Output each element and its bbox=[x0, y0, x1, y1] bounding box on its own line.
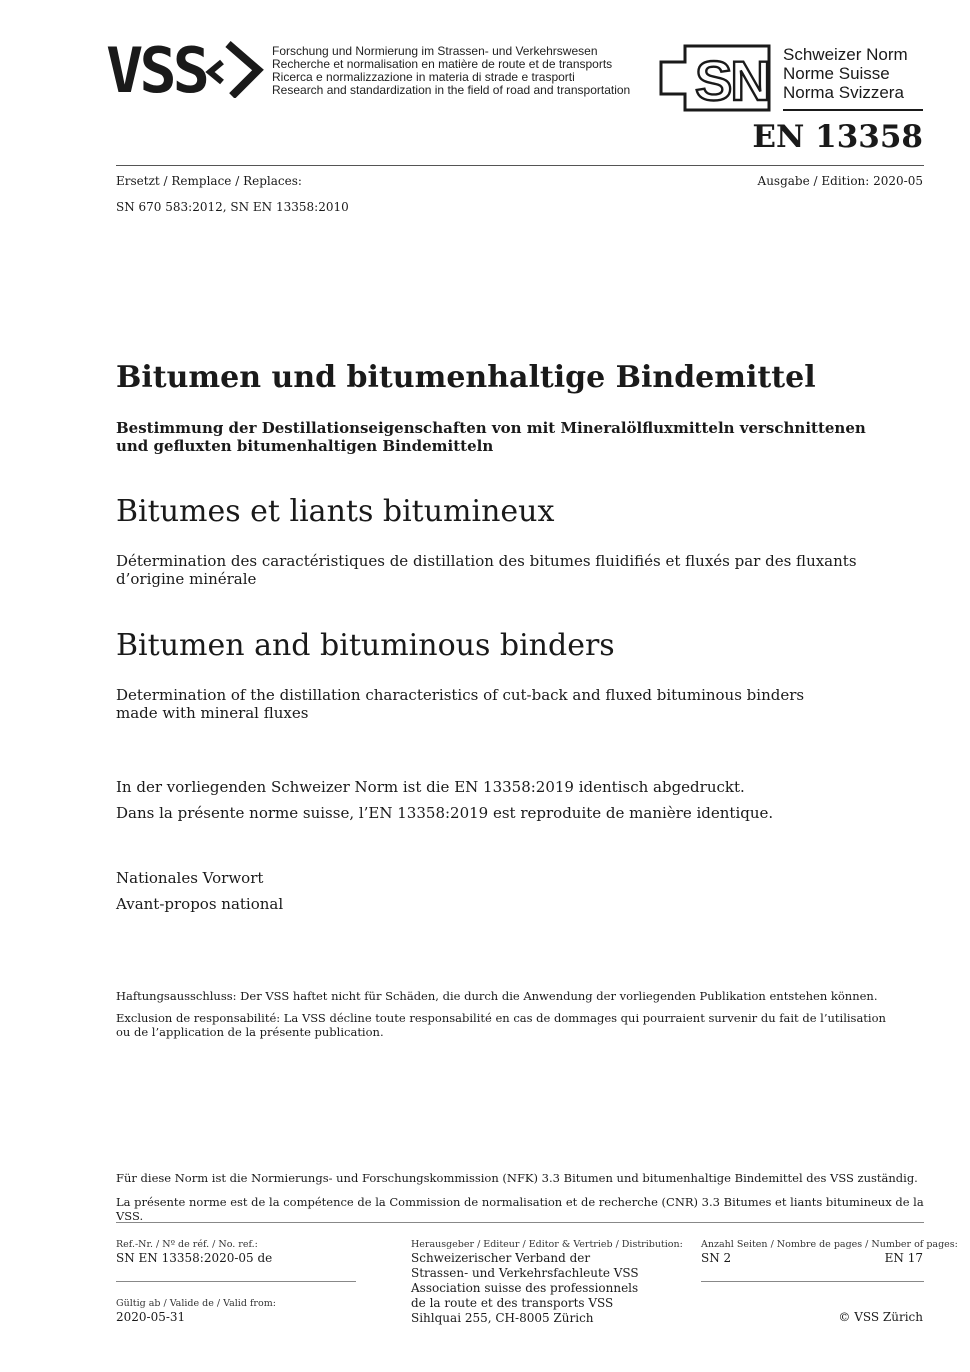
footer-right-rule bbox=[701, 1281, 924, 1282]
publisher-line-5: Sihlquai 255, CH-8005 Zürich bbox=[411, 1311, 594, 1325]
statement-fr: Dans la présente norme suisse, l’EN 13358:2019 est reproduite de manière identique. bbox=[116, 804, 774, 822]
valid-label: Gültig ab / Valide de / Valid from: bbox=[116, 1298, 276, 1309]
footer-divider bbox=[116, 1222, 924, 1223]
statement-de: In der vorliegenden Schweizer Norm ist die EN 13358:2019 identisch abgedruckt. bbox=[116, 778, 745, 796]
subtitle-en-line-1: Determination of the distillation characteristics of cut-back and fluxed bituminous binders bbox=[116, 686, 805, 704]
subtitle-en bbox=[116, 686, 916, 722]
publisher-line-3: Association suisse des professionnels bbox=[411, 1281, 639, 1295]
pages-sn: SN 2 bbox=[701, 1251, 732, 1265]
foreword-de: Nationales Vorwort bbox=[116, 869, 264, 887]
vss-logo-icon bbox=[104, 40, 266, 98]
subtitle-fr-line-1: Détermination des caractéristiques de distillation des bitumes fluidifiés et fluxés par des fluxants bbox=[116, 552, 857, 570]
responsibility-fr: La présente norme est de la compétence de la Commission de normalisation et de recherche (CNR) 3.3 Bitumes et liants bitumineux de la VSS. bbox=[116, 1195, 924, 1223]
sn-name-de: Schweizer Norm bbox=[783, 45, 908, 64]
subtitle-en-line-2: made with mineral fluxes bbox=[116, 704, 309, 722]
valid-value: 2020-05-31 bbox=[116, 1310, 186, 1324]
vss-tagline-fr: Recherche et normalisation en matière de route et de transports bbox=[272, 57, 613, 71]
title-fr: Bitumes et liants bitumineux bbox=[116, 494, 555, 529]
publisher-label: Herausgeber / Editeur / Editor & Vertrieb / Distribution: bbox=[411, 1239, 683, 1250]
swiss-cross-icon bbox=[657, 44, 777, 112]
disclaimer-fr-line-2: ou de l’application de la présente publication. bbox=[116, 1025, 384, 1039]
sn-logo bbox=[657, 44, 777, 112]
subtitle-de-line-2: und gefluxten bitumenhaltigen Bindemitteln bbox=[116, 437, 494, 455]
replaces-value: SN 670 583:2012, SN EN 13358:2010 bbox=[116, 200, 349, 214]
vss-tagline-en: Research and standardization in the field of road and transportation bbox=[272, 83, 631, 97]
copyright: © VSS Zürich bbox=[838, 1310, 923, 1324]
title-de: Bitumen und bitumenhaltige Bindemittel bbox=[116, 360, 816, 395]
replaces-label: Ersetzt / Remplace / Replaces: bbox=[116, 174, 302, 188]
pages-en: EN 17 bbox=[884, 1251, 923, 1265]
publisher-line-4: de la route et des transports VSS bbox=[411, 1296, 614, 1310]
vss-tagline-it: Ricerca e normalizzazione in materia di strade e trasporti bbox=[272, 70, 575, 84]
title-en: Bitumen and bituminous binders bbox=[116, 628, 615, 663]
vss-tagline bbox=[272, 45, 652, 97]
disclaimer-fr bbox=[116, 1011, 926, 1039]
vss-logo-letters: VSS bbox=[106, 40, 206, 98]
footer-left-rule bbox=[116, 1281, 356, 1282]
subtitle-de bbox=[116, 419, 916, 455]
ref-value: SN EN 13358:2020-05 de bbox=[116, 1251, 273, 1265]
sn-underline bbox=[783, 109, 923, 111]
norm-number: EN 13358 bbox=[752, 119, 923, 155]
disclaimer-fr-line-1: Exclusion de responsabilité: La VSS décline toute responsabilité en cas de dommages qui pourraient survenir du fait de l’utilisation bbox=[116, 1011, 886, 1025]
sn-name-fr: Norme Suisse bbox=[783, 64, 890, 83]
subtitle-de-line-1: Bestimmung der Destillationseigenschaften von mit Mineralölfluxmitteln verschnittenen bbox=[116, 419, 866, 437]
publisher-address bbox=[411, 1251, 639, 1326]
responsibility-de: Für diese Norm ist die Normierungs- und Forschungskommission (NFK) 3.3 Bitumen und bitumenhaltige Bindemittel des VSS zuständig. bbox=[116, 1171, 918, 1185]
vss-tagline-de: Forschung und Normierung im Strassen- und Verkehrswesen bbox=[272, 44, 598, 58]
edition: Ausgabe / Edition: 2020-05 bbox=[757, 174, 923, 188]
header-divider bbox=[116, 165, 924, 166]
publisher-line-1: Schweizerischer Verband der bbox=[411, 1251, 591, 1265]
sn-names bbox=[783, 45, 908, 102]
sn-name-it: Norma Svizzera bbox=[783, 83, 904, 102]
pages-label: Anzahl Seiten / Nombre de pages / Number of pages: bbox=[701, 1239, 958, 1250]
ref-label: Ref.-Nr. / Nº de réf. / No. ref.: bbox=[116, 1239, 258, 1250]
publisher-line-2: Strassen- und Verkehrsfachleute VSS bbox=[411, 1266, 639, 1280]
subtitle-fr-line-2: d’origine minérale bbox=[116, 570, 257, 588]
foreword-fr: Avant-propos national bbox=[116, 895, 284, 913]
sn-logo-letters: SN bbox=[695, 49, 769, 112]
vss-logo bbox=[104, 40, 266, 98]
subtitle-fr bbox=[116, 552, 916, 588]
disclaimer-de: Haftungsausschluss: Der VSS haftet nicht für Schäden, die durch die Anwendung der vorliegenden Publikation entstehen können. bbox=[116, 989, 878, 1003]
